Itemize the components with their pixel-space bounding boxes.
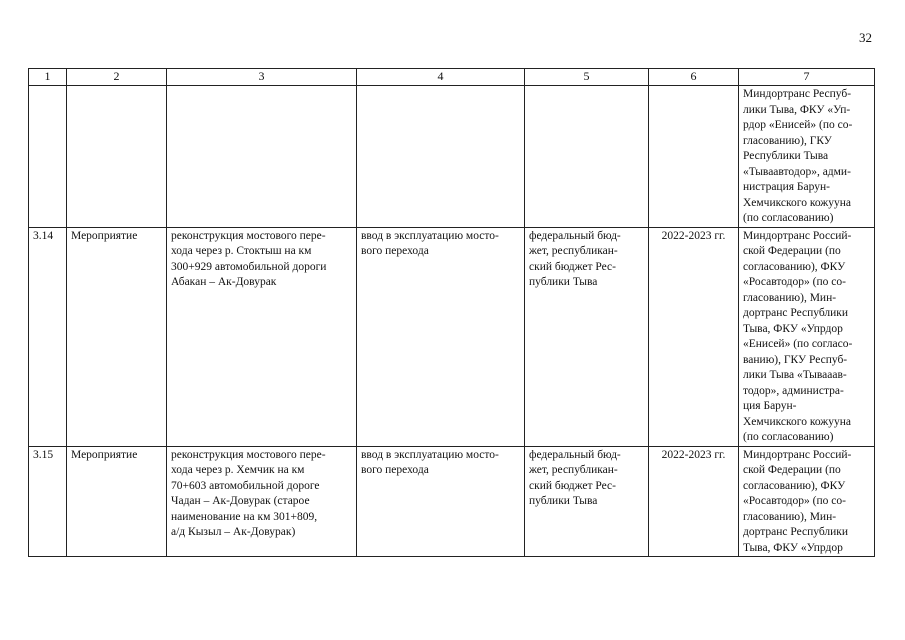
column-header: 4 xyxy=(357,69,525,86)
row-result-cell: ввод в эксплуатацию мосто- вого перехода xyxy=(357,446,525,557)
column-header: 1 xyxy=(29,69,67,86)
row-type-cell: Мероприятие xyxy=(67,227,167,446)
table-row xyxy=(29,86,875,228)
column-header: 3 xyxy=(167,69,357,86)
row-period-cell: 2022-2023 гг. xyxy=(649,446,739,557)
row-executors-cell: Миндортранс Респуб- лики Тыва, ФКУ «Уп- рдор «Енисей» (по со- гласованию), ГКУ Республики Тыва «Тываавтодор», адми- нистрация Барун- Хемчикского кожууна (по согласованию) xyxy=(739,86,875,228)
row-period-cell xyxy=(649,86,739,228)
row-number-cell xyxy=(29,86,67,228)
page-number: 32 xyxy=(859,30,872,45)
row-number-cell: 3.15 xyxy=(29,446,67,557)
row-period-cell: 2022-2023 гг. xyxy=(649,227,739,446)
column-header: 7 xyxy=(739,69,875,86)
row-type-cell: Мероприятие xyxy=(67,446,167,557)
table-header-row xyxy=(29,69,875,86)
table-row xyxy=(29,227,875,446)
measures-table xyxy=(28,68,875,557)
row-result-cell xyxy=(357,86,525,228)
row-executors-cell: Миндортранс Россий- ской Федерации (по согласованию), ФКУ «Росавтодор» (по со- гласованию), Мин- дортранс Республики Тыва, ФКУ «Упрдор xyxy=(739,446,875,557)
row-funding-cell xyxy=(525,86,649,228)
row-name-cell: реконструкция мостового пере- хода через р. Хемчик на км 70+603 автомобильной дороге Чадан – Ак-Довурак (старое наименование на км 301+809, а/д Кызыл – Ак-Довурак) xyxy=(167,446,357,557)
row-executors-cell: Миндортранс Россий- ской Федерации (по согласованию), ФКУ «Росавтодор» (по со- гласованию), Мин- дортранс Республики Тыва, ФКУ «Упрдор «Енисей» (по согласо- ванию), ГКУ Респуб- лики Тыва «Тывааав- тодор», администра- ция Барун- Хемчикского кожууна (по согласованию) xyxy=(739,227,875,446)
row-name-cell xyxy=(167,86,357,228)
column-header: 6 xyxy=(649,69,739,86)
column-header: 5 xyxy=(525,69,649,86)
row-funding-cell: федеральный бюд- жет, республикан- ский бюджет Рес- публики Тыва xyxy=(525,227,649,446)
table-row xyxy=(29,446,875,557)
row-name-cell: реконструкция мостового пере- хода через р. Стоктыш на км 300+929 автомобильной дороги Абакан – Ак-Довурак xyxy=(167,227,357,446)
row-number-cell: 3.14 xyxy=(29,227,67,446)
row-result-cell: ввод в эксплуатацию мосто- вого перехода xyxy=(357,227,525,446)
column-header: 2 xyxy=(67,69,167,86)
row-funding-cell: федеральный бюд- жет, республикан- ский бюджет Рес- публики Тыва xyxy=(525,446,649,557)
row-type-cell xyxy=(67,86,167,228)
